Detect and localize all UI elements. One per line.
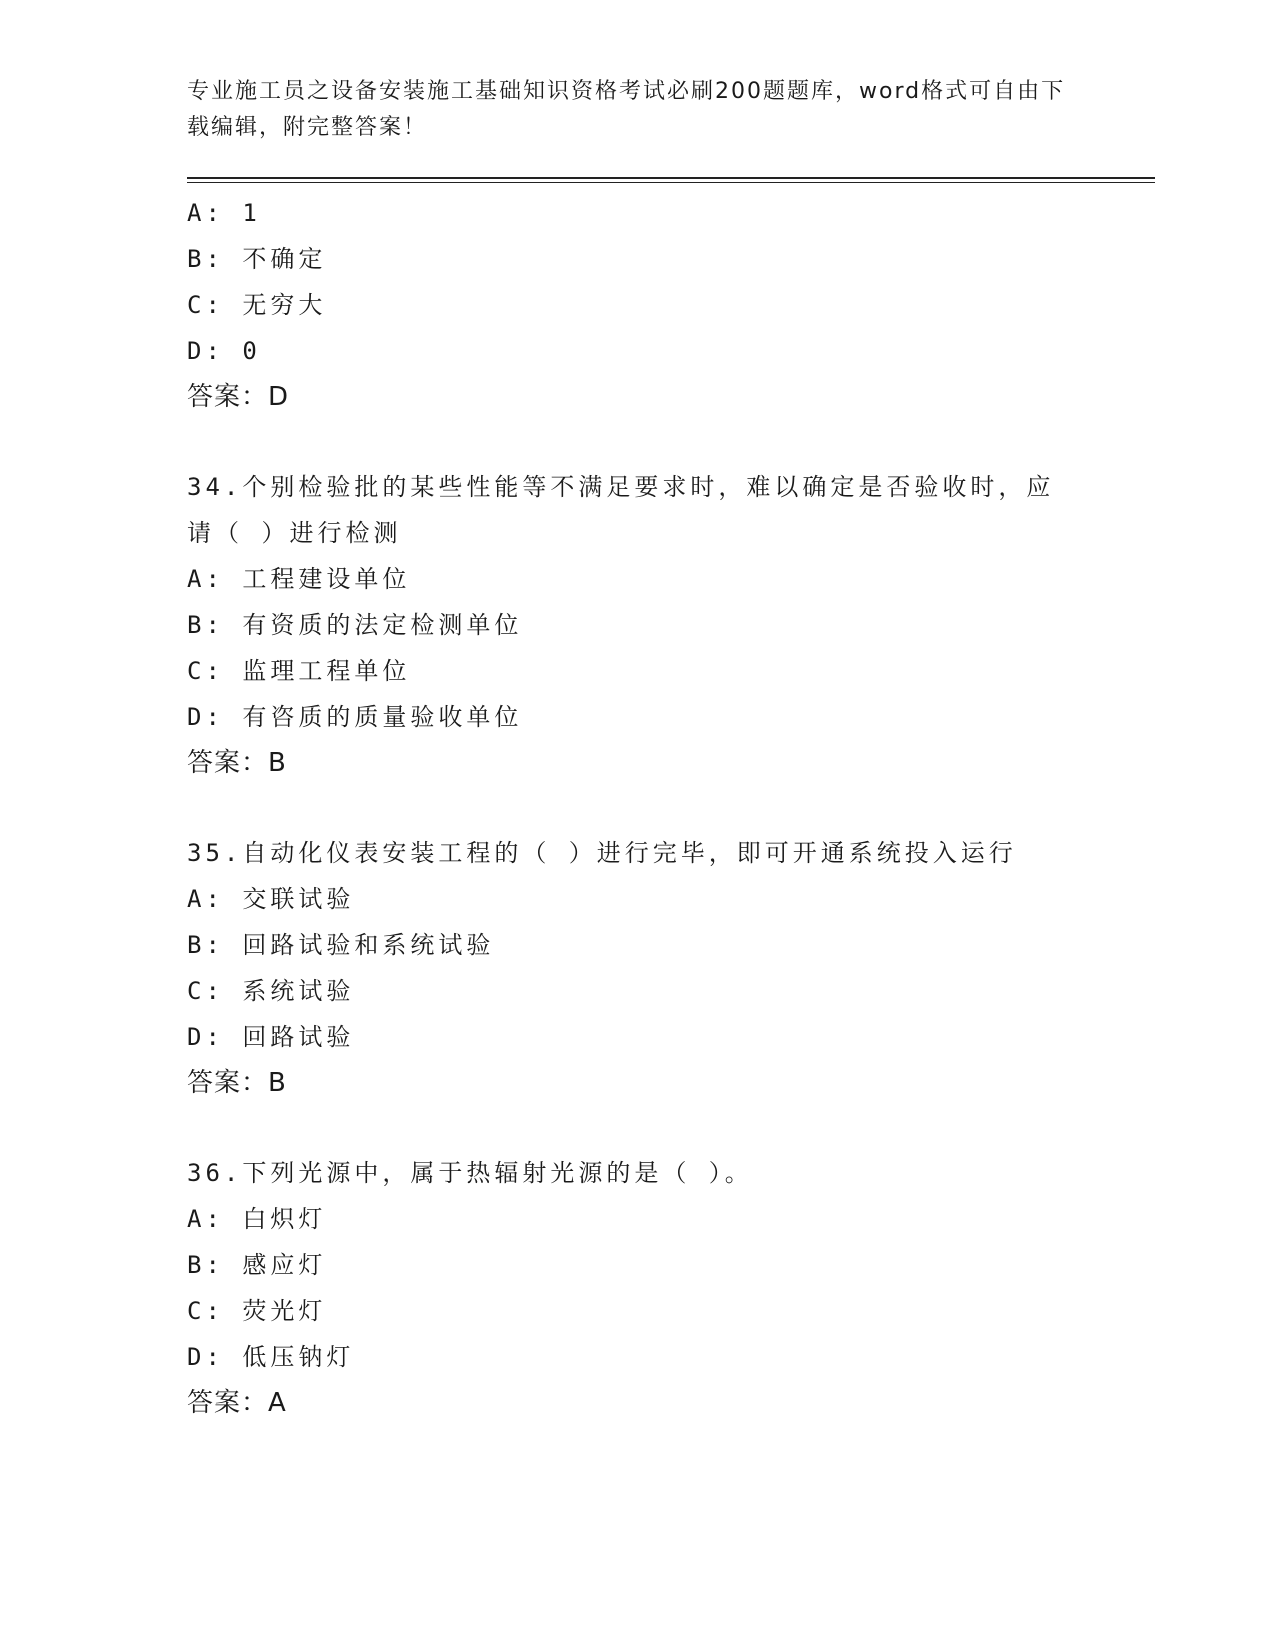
- header-divider: [187, 177, 1155, 183]
- question-34-block: [187, 464, 1087, 786]
- option-c: C: 系统试验: [187, 977, 355, 1005]
- answer-line: 答案：B: [187, 1068, 287, 1098]
- page-header-title: 专业施工员之设备安装施工基础知识资格考试必刷200题题库，word格式可自由下载编辑，附完整答案！: [187, 79, 1066, 140]
- question-stem: 35.自动化仪表安装工程的（ ）进行完毕，即可开通系统投入运行: [187, 839, 1017, 867]
- question-content: [187, 190, 1087, 1426]
- answer-line: 答案：D: [187, 382, 290, 412]
- option-d: D: 0: [187, 337, 261, 365]
- answer-line: 答案：B: [187, 748, 287, 778]
- option-a: A: 1: [187, 199, 261, 227]
- answer-line: 答案：A: [187, 1388, 287, 1418]
- option-b: B: 感应灯: [187, 1251, 327, 1279]
- spacer: [187, 420, 1087, 464]
- question-36-block: [187, 1150, 1087, 1426]
- option-b: B: 有资质的法定检测单位: [187, 611, 523, 639]
- option-d: D: 低压钠灯: [187, 1343, 355, 1371]
- option-d: D: 回路试验: [187, 1023, 355, 1051]
- option-c: C: 荧光灯: [187, 1297, 327, 1325]
- question-stem: 36.下列光源中，属于热辐射光源的是（ ）。: [187, 1159, 753, 1187]
- option-b: B: 回路试验和系统试验: [187, 931, 495, 959]
- option-c: C: 监理工程单位: [187, 657, 411, 685]
- option-a: A: 白炽灯: [187, 1205, 327, 1233]
- option-b: B: 不确定: [187, 245, 327, 273]
- question-stem: 34.个别检验批的某些性能等不满足要求时，难以确定是否验收时，应请（ ）进行检测: [187, 473, 1055, 547]
- spacer: [187, 786, 1087, 830]
- option-d: D: 有咨质的质量验收单位: [187, 703, 523, 731]
- previous-question-block: [187, 190, 1087, 420]
- option-a: A: 交联试验: [187, 885, 355, 913]
- option-a: A: 工程建设单位: [187, 565, 411, 593]
- spacer: [187, 1106, 1087, 1150]
- question-35-block: [187, 830, 1087, 1106]
- option-c: C: 无穷大: [187, 291, 327, 319]
